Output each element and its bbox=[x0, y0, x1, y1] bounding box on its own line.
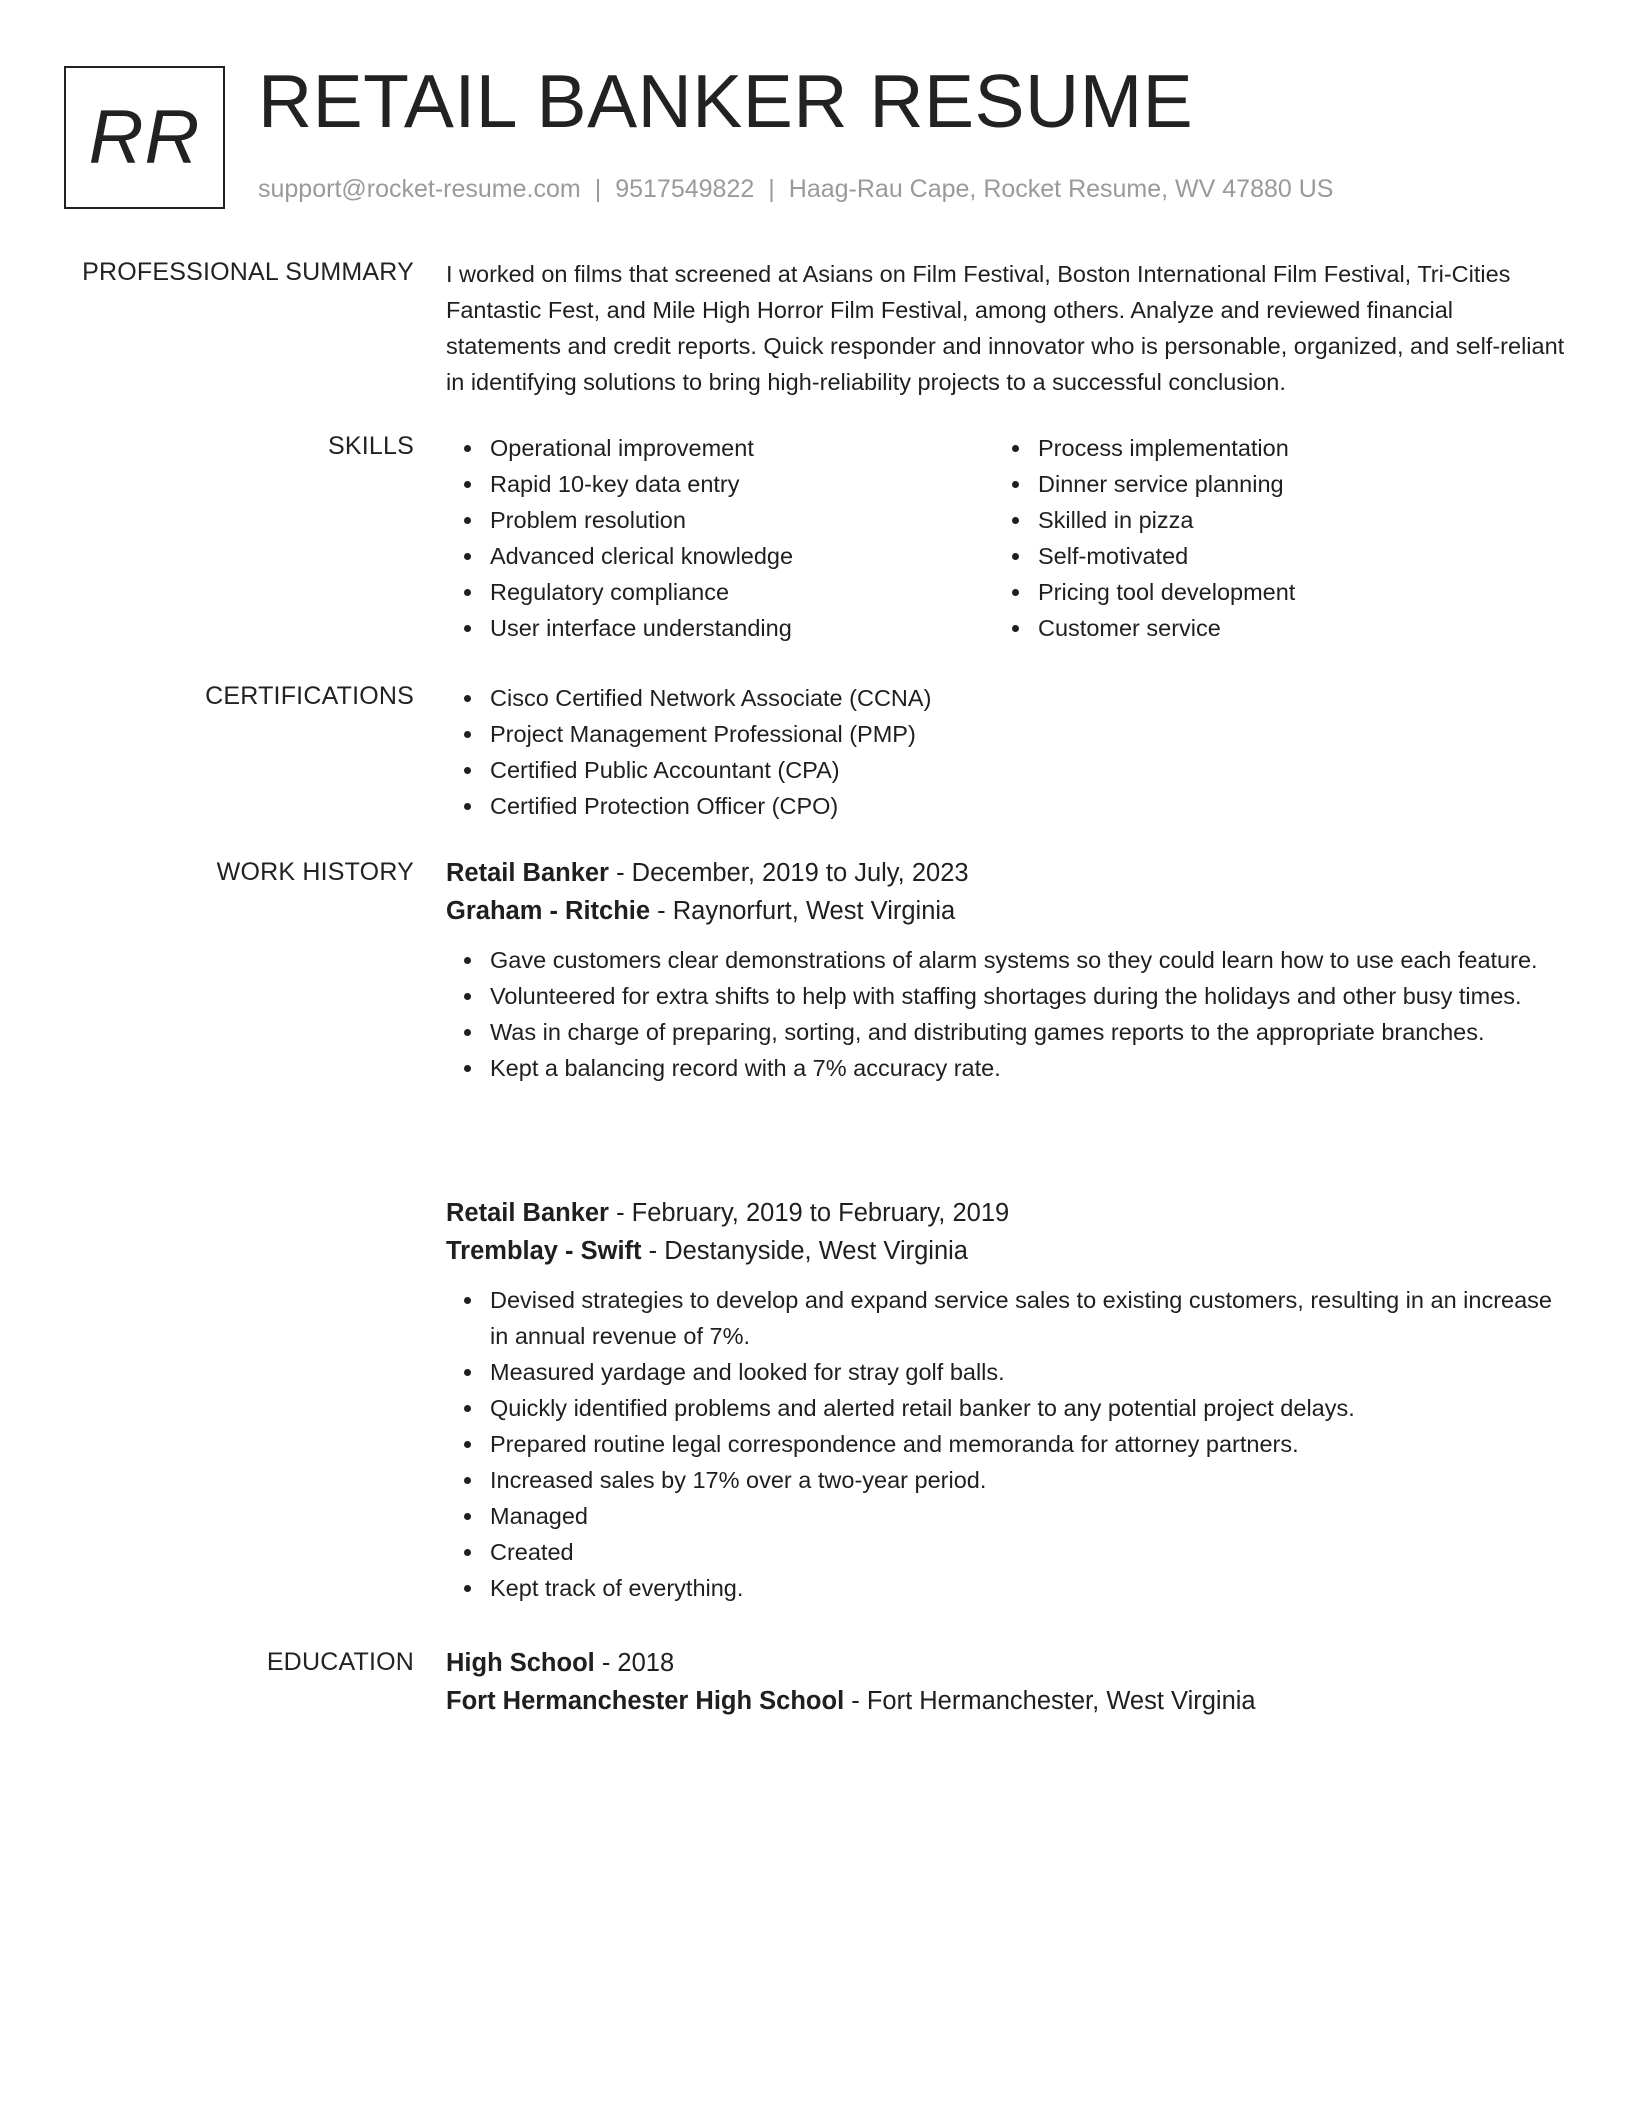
skill-item: Dinner service planning bbox=[994, 466, 1542, 502]
job-location: - Destanyside, West Virginia bbox=[641, 1237, 968, 1265]
job-bullet: Managed bbox=[446, 1498, 1566, 1534]
job-title-line bbox=[446, 1194, 1566, 1232]
work-history-heading: WORK HISTORY bbox=[216, 858, 414, 886]
skill-item: Advanced clerical knowledge bbox=[446, 538, 994, 574]
job-entry bbox=[446, 854, 1566, 1086]
skill-item: Customer service bbox=[994, 610, 1542, 646]
contact-separator: | bbox=[594, 175, 602, 203]
skill-item: Process implementation bbox=[994, 430, 1542, 466]
certifications-body bbox=[446, 680, 1566, 824]
job-bullet: Measured yardage and looked for stray golf balls. bbox=[446, 1354, 1566, 1390]
job-company: Graham - Ritchie bbox=[446, 897, 651, 925]
job-bullet: Increased sales by 17% over a two-year period. bbox=[446, 1462, 1566, 1498]
job-bullet: Quickly identified problems and alerted retail banker to any potential project delays. bbox=[446, 1390, 1566, 1426]
job-dates: - December, 2019 to July, 2023 bbox=[609, 859, 969, 887]
skills-grid bbox=[446, 430, 1566, 646]
education-entry bbox=[446, 1644, 1566, 1720]
summary-text: I worked on films that screened at Asians on Film Festival, Boston International Film Festival, Tri-Cities Fantastic Fest, and Mile High Horror Film Festival, among others. Analyze and reviewed financial statements and credit reports. Quick responder and innovator who is personable, organized, and self-reliant in identifying solutions to bring high-reliability projects to a successful conclusion. bbox=[446, 261, 1565, 395]
certification-item: Certified Public Accountant (CPA) bbox=[446, 752, 1566, 788]
education-school: Fort Hermanchester High School bbox=[446, 1687, 845, 1715]
skill-item: Operational improvement bbox=[446, 430, 994, 466]
job-bullet: Devised strategies to develop and expand service sales to existing customers, resulting in an increase in annual revenue of 7%. bbox=[446, 1282, 1566, 1354]
job-location: - Raynorfurt, West Virginia bbox=[650, 897, 956, 925]
certification-item: Certified Protection Officer (CPO) bbox=[446, 788, 1566, 824]
job-bullet: Volunteered for extra shifts to help with staffing shortages during the holidays and other busy times. bbox=[446, 978, 1566, 1014]
monogram-text: RR bbox=[88, 95, 201, 180]
contact-line bbox=[258, 175, 1333, 204]
summary-heading: PROFESSIONAL SUMMARY bbox=[82, 258, 414, 286]
skills-heading: SKILLS bbox=[328, 432, 414, 460]
job-company: Tremblay - Swift bbox=[446, 1237, 642, 1265]
education-school-line bbox=[446, 1682, 1566, 1720]
skills-list-left bbox=[446, 430, 994, 646]
contact-email[interactable]: support@rocket-resume.com bbox=[258, 175, 581, 203]
skills-body bbox=[446, 430, 1566, 646]
education-year: - 2018 bbox=[594, 1649, 675, 1677]
education-degree-line bbox=[446, 1644, 1566, 1682]
job-title: Retail Banker bbox=[446, 1199, 609, 1227]
skill-item: Regulatory compliance bbox=[446, 574, 994, 610]
job-bullet: Kept track of everything. bbox=[446, 1570, 1566, 1606]
job-bullets bbox=[446, 942, 1566, 1086]
job-title-line bbox=[446, 854, 1566, 892]
skill-item: User interface understanding bbox=[446, 610, 994, 646]
skill-item: Self-motivated bbox=[994, 538, 1542, 574]
job-bullet: Prepared routine legal correspondence and memoranda for attorney partners. bbox=[446, 1426, 1566, 1462]
job-title: Retail Banker bbox=[446, 859, 609, 887]
certification-item: Cisco Certified Network Associate (CCNA) bbox=[446, 680, 1566, 716]
skill-item: Rapid 10-key data entry bbox=[446, 466, 994, 502]
education-degree: High School bbox=[446, 1649, 595, 1677]
job-bullet: Kept a balancing record with a 7% accuracy rate. bbox=[446, 1050, 1566, 1086]
job-company-line bbox=[446, 892, 1566, 930]
education-location: - Fort Hermanchester, West Virginia bbox=[844, 1687, 1256, 1715]
resume-title: RETAIL BANKER RESUME bbox=[258, 59, 1194, 143]
education-heading: EDUCATION bbox=[266, 1648, 414, 1676]
monogram-logo bbox=[64, 66, 225, 209]
job-bullet: Was in charge of preparing, sorting, and distributing games reports to the appropriate branches. bbox=[446, 1014, 1566, 1050]
job-dates: - February, 2019 to February, 2019 bbox=[609, 1199, 1010, 1227]
skills-list-right bbox=[994, 430, 1542, 646]
contact-separator: | bbox=[768, 175, 775, 203]
contact-address: Haag-Rau Cape, Rocket Resume, WV 47880 US bbox=[788, 175, 1334, 203]
skill-item: Pricing tool development bbox=[994, 574, 1542, 610]
contact-phone[interactable]: 9517549822 bbox=[615, 175, 755, 203]
certification-item: Project Management Professional (PMP) bbox=[446, 716, 1566, 752]
job-bullet: Gave customers clear demonstrations of alarm systems so they could learn how to use each feature. bbox=[446, 942, 1566, 978]
job-company-line bbox=[446, 1232, 1566, 1270]
skill-item: Problem resolution bbox=[446, 502, 994, 538]
job-bullet: Created bbox=[446, 1534, 1566, 1570]
certifications-list bbox=[446, 680, 1566, 824]
certifications-heading: CERTIFICATIONS bbox=[205, 682, 414, 710]
job-bullets bbox=[446, 1282, 1566, 1606]
skill-item: Skilled in pizza bbox=[994, 502, 1542, 538]
job-entry bbox=[446, 1194, 1566, 1606]
